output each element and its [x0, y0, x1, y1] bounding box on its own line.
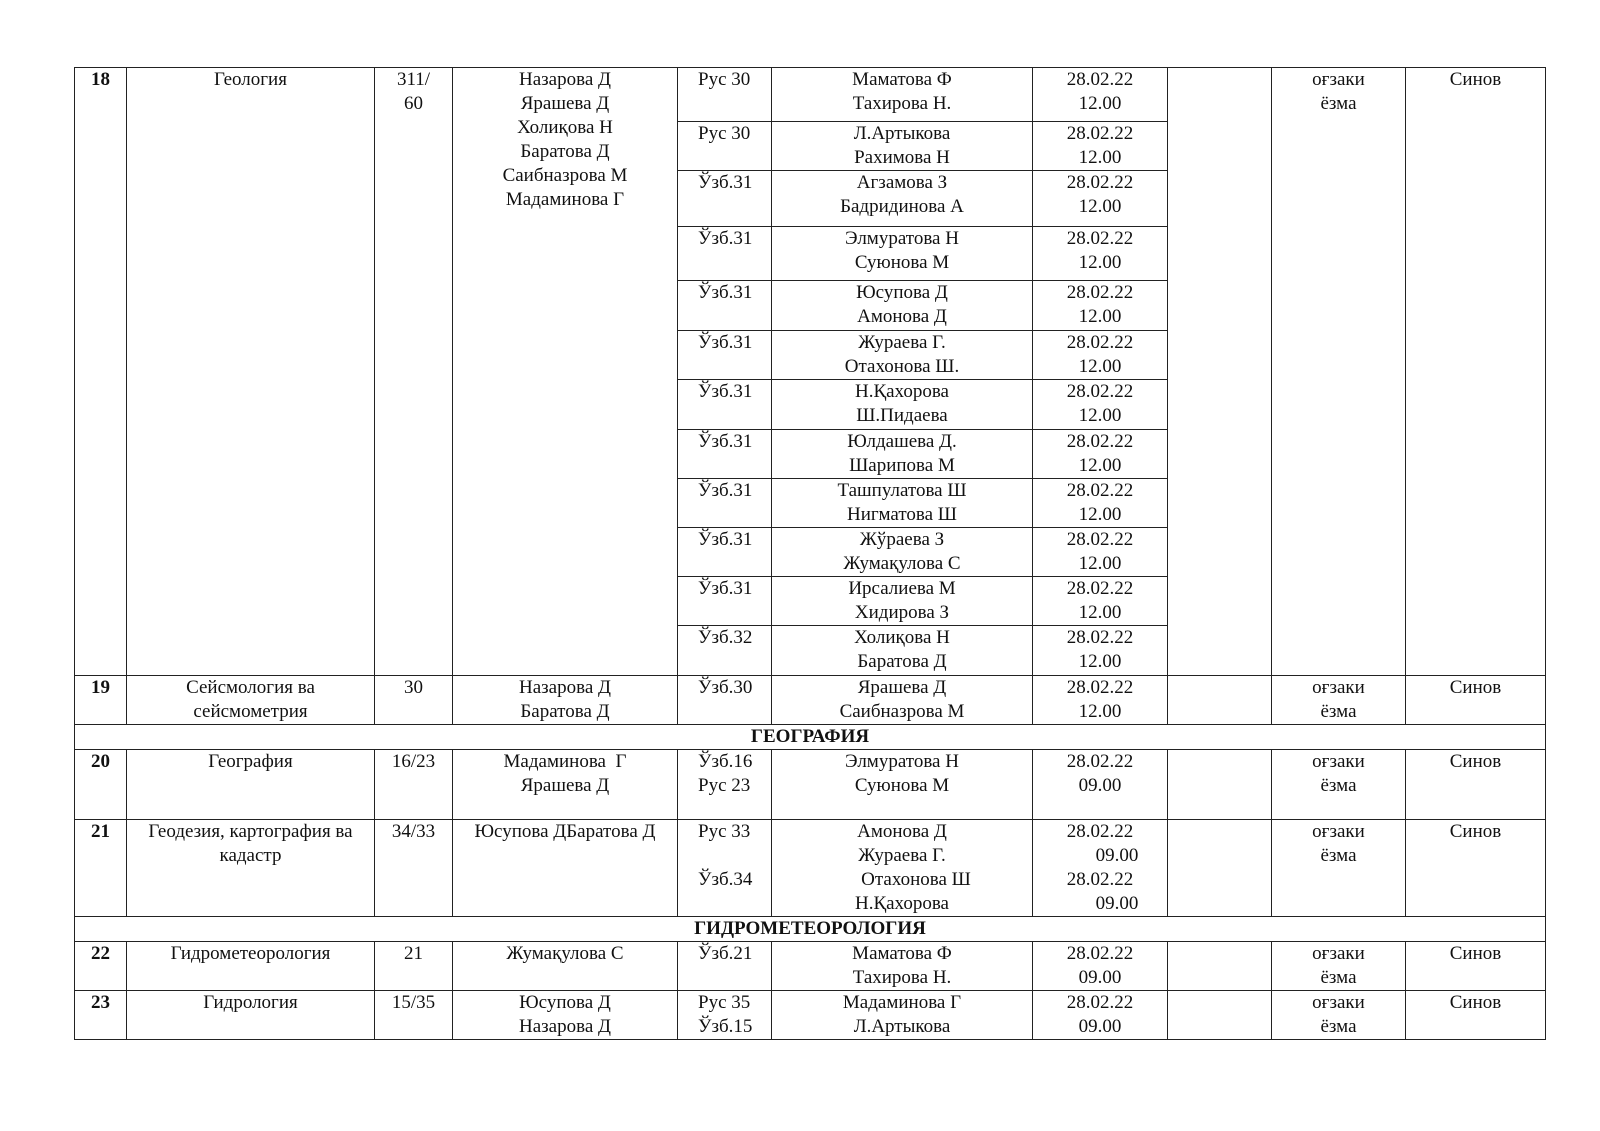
table-row	[75, 991, 1546, 1040]
table-row	[75, 676, 1546, 725]
section-heading: ГИДРОМЕТЕОРОЛОГИЯ	[75, 917, 1546, 942]
datetime-cell: 28.02.22 12.00	[1033, 430, 1168, 479]
exam-form-cell: оғзаки ёзма	[1272, 991, 1406, 1040]
subject-cell: Сейсмология ва сейсмометрия	[127, 676, 375, 725]
row-number: 19	[75, 676, 127, 725]
group-cell: Ўзб.32	[678, 626, 772, 676]
examiners-cell: Ирсалиева М Хидирова З	[772, 577, 1033, 626]
group-cell: Ўзб.31	[678, 577, 772, 626]
datetime-cell: 28.02.22 12.00	[1033, 68, 1168, 122]
datetime-cell: 28.02.22 12.00	[1033, 380, 1168, 430]
exam-type-cell: Синов	[1406, 68, 1546, 676]
datetime-cell: 28.02.22 09.00	[1033, 942, 1168, 991]
table-row	[75, 942, 1546, 991]
subject-cell: Гидрология	[127, 991, 375, 1040]
examiners-cell: Элмуратова Н Суюнова М	[772, 227, 1033, 281]
datetime-cell: 28.02.22 09.00	[1033, 991, 1168, 1040]
group-cell: Рус 35 Ўзб.15	[678, 991, 772, 1040]
committee-cell: Юсупова ДБаратова Д	[453, 820, 678, 917]
exam-type-cell: Синов	[1406, 991, 1546, 1040]
examiners-cell: Маматова Ф Тахирова Н.	[772, 942, 1033, 991]
student-count-cell: 30	[375, 676, 453, 725]
committee-cell: Назарова Д Баратова Д	[453, 676, 678, 725]
examiners-cell: Жураева Г. Отахонова Ш.	[772, 331, 1033, 380]
group-cell: Ўзб.31	[678, 479, 772, 528]
datetime-cell: 28.02.22 12.00	[1033, 577, 1168, 626]
examiners-cell: Л.Артыкова Рахимова Н	[772, 122, 1033, 171]
group-cell: Рус 33 Ўзб.34	[678, 820, 772, 917]
exam-form-cell: оғзаки ёзма	[1272, 68, 1406, 676]
committee-cell: Назарова Д Ярашева Д Холиқова Н Баратова Д Саибназрова М Мадаминова Г	[453, 68, 678, 676]
exam-type-cell: Синов	[1406, 820, 1546, 917]
examiners-cell: Агзамова З Бадридинова А	[772, 171, 1033, 227]
empty-cell	[1168, 68, 1272, 676]
exam-schedule-table	[74, 67, 1546, 1040]
datetime-cell: 28.02.22 09.00 28.02.22 09.00	[1033, 820, 1168, 917]
row-number: 20	[75, 750, 127, 820]
schedule-page	[74, 67, 1545, 1040]
group-cell: Ўзб.31	[678, 281, 772, 331]
datetime-cell: 28.02.22 12.00	[1033, 171, 1168, 227]
exam-form-cell: оғзаки ёзма	[1272, 820, 1406, 917]
subject-cell: Гидрометеорология	[127, 942, 375, 991]
empty-cell	[1168, 750, 1272, 820]
group-cell: Ўзб.31	[678, 528, 772, 577]
table-row	[75, 68, 1546, 122]
examiners-cell: Холиқова Н Баратова Д	[772, 626, 1033, 676]
examiners-cell: Ярашева Д Саибназрова М	[772, 676, 1033, 725]
row-number: 18	[75, 68, 127, 676]
committee-cell: Юсупова Д Назарова Д	[453, 991, 678, 1040]
examiners-cell: Мадаминова Г Л.Артыкова	[772, 991, 1033, 1040]
student-count-cell: 311/ 60	[375, 68, 453, 676]
group-cell: Рус 30	[678, 122, 772, 171]
examiners-cell: Амонова Д Жураева Г. Отахонова Ш Н.Қахорова	[772, 820, 1033, 917]
group-cell: Рус 30	[678, 68, 772, 122]
student-count-cell: 34/33	[375, 820, 453, 917]
empty-cell	[1168, 991, 1272, 1040]
row-number: 22	[75, 942, 127, 991]
group-cell: Ўзб.31	[678, 171, 772, 227]
examiners-cell: Жўраева З Жумақулова С	[772, 528, 1033, 577]
datetime-cell: 28.02.22 12.00	[1033, 626, 1168, 676]
student-count-cell: 16/23	[375, 750, 453, 820]
subject-cell: Геология	[127, 68, 375, 676]
datetime-cell: 28.02.22 12.00	[1033, 227, 1168, 281]
group-cell: Ўзб.31	[678, 380, 772, 430]
committee-cell: Мадаминова Г Ярашева Д	[453, 750, 678, 820]
table-row	[75, 820, 1546, 917]
datetime-cell: 28.02.22 09.00	[1033, 750, 1168, 820]
empty-cell	[1168, 942, 1272, 991]
exam-type-cell: Синов	[1406, 750, 1546, 820]
examiners-cell: Маматова Ф Тахирова Н.	[772, 68, 1033, 122]
section-row	[75, 917, 1546, 942]
exam-type-cell: Синов	[1406, 942, 1546, 991]
group-cell: Ўзб.31	[678, 430, 772, 479]
empty-cell	[1168, 820, 1272, 917]
examiners-cell: Юлдашева Д. Шарипова М	[772, 430, 1033, 479]
group-cell: Ўзб.30	[678, 676, 772, 725]
datetime-cell: 28.02.22 12.00	[1033, 122, 1168, 171]
section-row	[75, 725, 1546, 750]
datetime-cell: 28.02.22 12.00	[1033, 479, 1168, 528]
student-count-cell: 15/35	[375, 991, 453, 1040]
student-count-cell: 21	[375, 942, 453, 991]
datetime-cell: 28.02.22 12.00	[1033, 676, 1168, 725]
table-row	[75, 750, 1546, 820]
exam-form-cell: оғзаки ёзма	[1272, 676, 1406, 725]
section-heading: ГЕОГРАФИЯ	[75, 725, 1546, 750]
datetime-cell: 28.02.22 12.00	[1033, 281, 1168, 331]
group-cell: Ўзб.31	[678, 331, 772, 380]
empty-cell	[1168, 676, 1272, 725]
examiners-cell: Элмуратова Н Суюнова М	[772, 750, 1033, 820]
subject-cell: География	[127, 750, 375, 820]
subject-cell: Геодезия, картография ва кадастр	[127, 820, 375, 917]
group-cell: Ўзб.21	[678, 942, 772, 991]
row-number: 23	[75, 991, 127, 1040]
examiners-cell: Юсупова Д Амонова Д	[772, 281, 1033, 331]
committee-cell: Жумақулова С	[453, 942, 678, 991]
exam-form-cell: оғзаки ёзма	[1272, 942, 1406, 991]
examiners-cell: Н.Қахорова Ш.Пидаева	[772, 380, 1033, 430]
datetime-cell: 28.02.22 12.00	[1033, 331, 1168, 380]
exam-type-cell: Синов	[1406, 676, 1546, 725]
group-cell: Ўзб.16 Рус 23	[678, 750, 772, 820]
examiners-cell: Ташпулатова Ш Нигматова Ш	[772, 479, 1033, 528]
row-number: 21	[75, 820, 127, 917]
group-cell: Ўзб.31	[678, 227, 772, 281]
datetime-cell: 28.02.22 12.00	[1033, 528, 1168, 577]
exam-form-cell: оғзаки ёзма	[1272, 750, 1406, 820]
